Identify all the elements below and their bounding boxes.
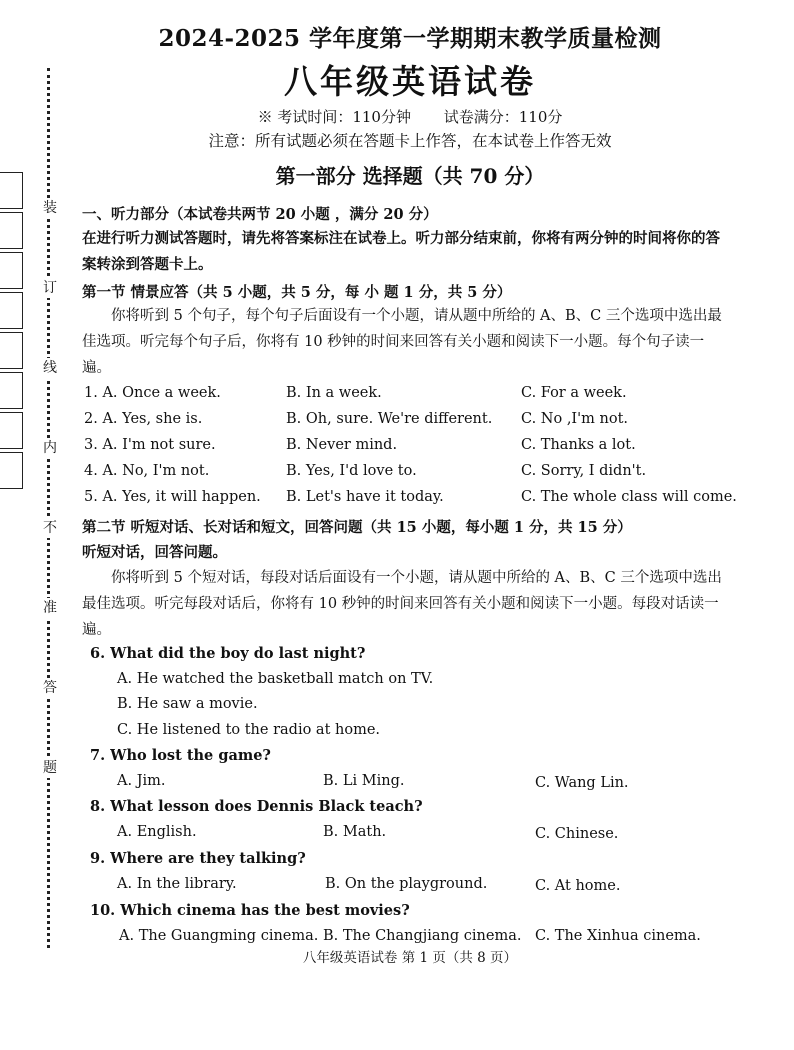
- binding-char: 装: [39, 198, 61, 218]
- q4-option-c: C. Sorry, I didn't.: [521, 463, 647, 479]
- seat-box-cell: [0, 412, 23, 449]
- q4-option-b: B. Yes, I'd love to.: [286, 463, 417, 479]
- binding-char: 答: [39, 678, 61, 698]
- section2-instruction: 你将听到 5 个短对话，每段对话后面设有一个小题，请从题中所给的 A、B、C 三个选项中选出最佳选项。听完每段对话后，你将有 10 秒钟的时间来回答有关小题和阅读下一小题。每段对话读一遍。: [82, 570, 722, 638]
- binding-char: 准: [39, 598, 61, 618]
- section2-heading: 第二节 听短对话、长对话和短文，回答问题（共 15 小题，每小题 1 分，共 15 分）: [82, 519, 632, 536]
- q6-option-a: A. He watched the basketball match on TV.: [117, 671, 434, 687]
- q10-option-b: B. The Changjiang cinema.: [323, 928, 522, 944]
- exam-notice: 注意：所有试题必须在答题卡上作答，在本试卷上作答无效: [208, 132, 612, 150]
- q9-option-c: C. At home.: [535, 878, 621, 894]
- q9-question: 9. Where are they talking?: [90, 850, 306, 867]
- seat-box-cell: [0, 452, 23, 489]
- binding-char: 线: [39, 358, 61, 378]
- seat-box-cell: [0, 252, 23, 289]
- q8-option-a: A. English.: [117, 824, 197, 840]
- q3-option-c: C. Thanks a lot.: [521, 437, 636, 453]
- section1-heading: 第一节 情景应答（共 5 小题，共 5 分，每 小 题 1 分，共 5 分）: [82, 284, 512, 301]
- listening-instruction: 在进行听力测试答题时，请先将答案标注在试卷上。听力部分结束前，你将有两分钟的时间将你的答案转涂到答题卡上。: [82, 230, 720, 273]
- q10-question: 10. Which cinema has the best movies?: [90, 902, 410, 919]
- q8-option-c: C. Chinese.: [535, 826, 619, 842]
- q7-option-b: B. Li Ming.: [323, 773, 405, 789]
- q1-option-b: B. In a week.: [286, 385, 382, 401]
- seat-box-cell: [0, 372, 23, 409]
- q5-option-c: C. The whole class will come.: [521, 489, 737, 505]
- q6-option-b: B. He saw a movie.: [117, 696, 258, 712]
- q7-option-a: A. Jim.: [117, 773, 166, 789]
- page-footer: 八年级英语试卷 第 1 页（共 8 页）: [302, 950, 518, 966]
- binding-char: 订: [39, 278, 61, 298]
- q9-option-b: B. On the playground.: [325, 876, 488, 892]
- seat-box-cell: [0, 172, 23, 209]
- q6-question: 6. What did the boy do last night?: [90, 645, 366, 662]
- q2-option-c: C. No ,I'm not.: [521, 411, 629, 427]
- q2-option-b: B. Oh, sure. We're different.: [286, 411, 493, 427]
- q2-option-a: 2. A. Yes, she is.: [84, 411, 203, 427]
- q3-option-b: B. Never mind.: [286, 437, 398, 453]
- seat-number-box: [0, 172, 24, 492]
- exam-subtitle: 八年级英语试卷: [284, 62, 536, 101]
- q8-question: 8. What lesson does Dennis Black teach?: [90, 798, 423, 815]
- binding-char: 内: [39, 438, 61, 458]
- q5-option-b: B. Let's have it today.: [286, 489, 444, 505]
- q10-option-a: A. The Guangming cinema.: [119, 928, 319, 944]
- exam-time: ※ 考试时间：110分钟: [257, 108, 411, 126]
- q7-option-c: C. Wang Lin.: [535, 775, 629, 791]
- exam-title: 2024-2025 学年度第一学期期末教学质量检测: [158, 25, 662, 52]
- seat-box-cell: [0, 212, 23, 249]
- exam-meta: [80, 106, 740, 127]
- q6-option-c: C. He listened to the radio at home.: [117, 722, 381, 738]
- part-title: 第一部分 选择题（共 70 分）: [275, 164, 545, 188]
- seat-box-cell: [0, 332, 23, 369]
- q3-option-a: 3. A. I'm not sure.: [84, 437, 216, 453]
- section2-sub-heading: 听短对话，回答问题。: [82, 544, 227, 561]
- q1-option-a: 1. A. Once a week.: [84, 385, 221, 401]
- q9-option-a: A. In the library.: [117, 876, 237, 892]
- seat-box-cell: [0, 292, 23, 329]
- section1-instruction: 你将听到 5 个句子，每个句子后面设有一个小题，请从题中所给的 A、B、C 三个选项中选出最佳选项。听完每个句子后，你将有 10 秒钟的时间来回答有关小题和阅读下一小题。每个句子读一遍。: [82, 308, 722, 376]
- q4-option-a: 4. A. No, I'm not.: [84, 463, 210, 479]
- listening-heading: 一、听力部分（本试卷共两节 20 小题 ，满分 20 分）: [82, 206, 438, 223]
- binding-char: 不: [39, 518, 61, 538]
- q5-option-a: 5. A. Yes, it will happen.: [84, 489, 261, 505]
- q10-option-c: C. The Xinhua cinema.: [535, 928, 701, 944]
- binding-char: 题: [39, 758, 61, 778]
- q1-option-c: C. For a week.: [521, 385, 627, 401]
- full-score: 试卷满分：110分: [443, 108, 563, 126]
- q8-option-b: B. Math.: [323, 824, 387, 840]
- q7-question: 7. Who lost the game?: [90, 747, 271, 764]
